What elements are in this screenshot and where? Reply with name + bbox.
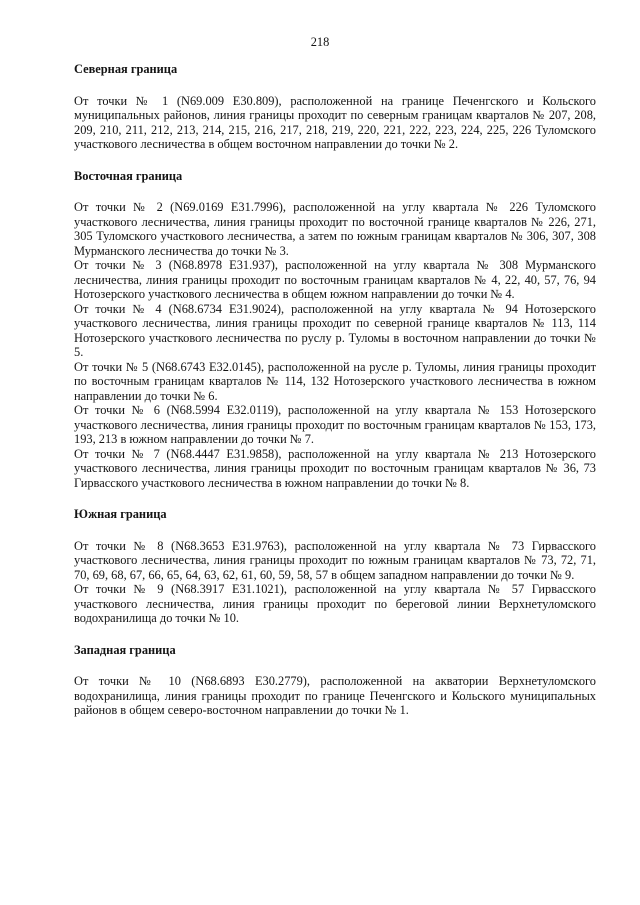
section-heading: Западная граница (74, 642, 176, 657)
paragraph: От точки № 4 (N68.6734 E31.9024), расположенной на углу квартала № 94 Нотозерского участкового лесничества, линия границы проходит по северной границе кварталов № 113, 114 Нотозерского участкового лесничества по руслу р. Туломы в восточном направлении до точки № 5. (74, 301, 596, 359)
paragraph: От точки № 3 (N68.8978 E31.937), расположенной на углу квартала № 308 Мурманского лесничества, линия границы проходит по восточным границам кварталов № 4, 22, 40, 57, 76, 94 Нотозерского участкового лесничества в общем южном направлении до точки № 4. (74, 258, 596, 301)
paragraph: От точки № 5 (N68.6743 E32.0145), расположенной на русле р. Туломы, линия границы проходит по восточным границам кварталов № 114, 132 Нотозерского участкового лесничества в южном направлении до точки № 6. (74, 359, 596, 403)
paragraph: От точки № 2 (N69.0169 E31.7996), расположенной на углу квартала № 226 Туломского участкового лесничества, линия границы проходит по восточной границе кварталов № 226, 271, 305 Туломского участкового лесничества, а затем по южным границам кварталов № 306, 307, 308 Мурманского лесничества до точки № 3. (74, 200, 596, 258)
page-number: 218 (310, 35, 330, 49)
document-body (74, 62, 596, 735)
section-east-boundary (74, 169, 596, 491)
paragraph: От точки № 1 (N69.009 E30.809), расположенной на границе Печенгского и Кольского муниципальных районов, линия границы проходит по северным границам кварталов № 207, 208, 209, 210, 211, 212, 213, 214, 215, 216, 217, 218, 219, 220, 221, 222, 223, 224, 225, 226 Туломского участкового лесничества в общем восточном направлении до точки № 2. (74, 93, 596, 151)
section-south-boundary (74, 507, 596, 626)
section-heading: Восточная граница (74, 168, 183, 183)
section-heading: Южная граница (74, 507, 167, 521)
paragraph: От точки № 9 (N68.3917 E31.1021), расположенной на углу квартала № 57 Гирвасского участкового лесничества, линия границы проходит по береговой линии Верхнетуломского водохранилища до точки № 10. (74, 582, 596, 625)
paragraph: От точки № 10 (N68.6893 E30.2779), расположенной на акватории Верхнетуломского водохранилища, линия границы проходит по границе Печенгского и Кольского муниципальных районов в общем северо-восточном направлении до точки № 1. (74, 674, 596, 717)
section-west-boundary (74, 643, 596, 718)
section-north-boundary (74, 62, 596, 152)
paragraph: От точки № 8 (N68.3653 E31.9763), расположенной на углу квартала № 73 Гирвасского участкового лесничества, линия границы проходит по южным границам кварталов № 73, 72, 71, 70, 69, 68, 67, 66, 65, 64, 63, 62, 61, 60, 59, 58, 57 в общем западном направлении до точки № 9. (74, 538, 596, 582)
section-heading: Северная граница (74, 62, 178, 76)
paragraph: От точки № 6 (N68.5994 E32.0119), расположенной на углу квартала № 153 Нотозерского участкового лесничества, линия границы проходит по восточным границам кварталов № 153, 173, 193, 213 в южном направлении до точки № 7. (74, 403, 596, 446)
paragraph: От точки № 7 (N68.4447 E31.9858), расположенной на углу квартала № 213 Нотозерского участкового лесничества, линия границы проходит по восточным границам кварталов № 36, 73 Гирвасского участкового лесничества в южном направлении до точки № 8. (74, 446, 596, 490)
